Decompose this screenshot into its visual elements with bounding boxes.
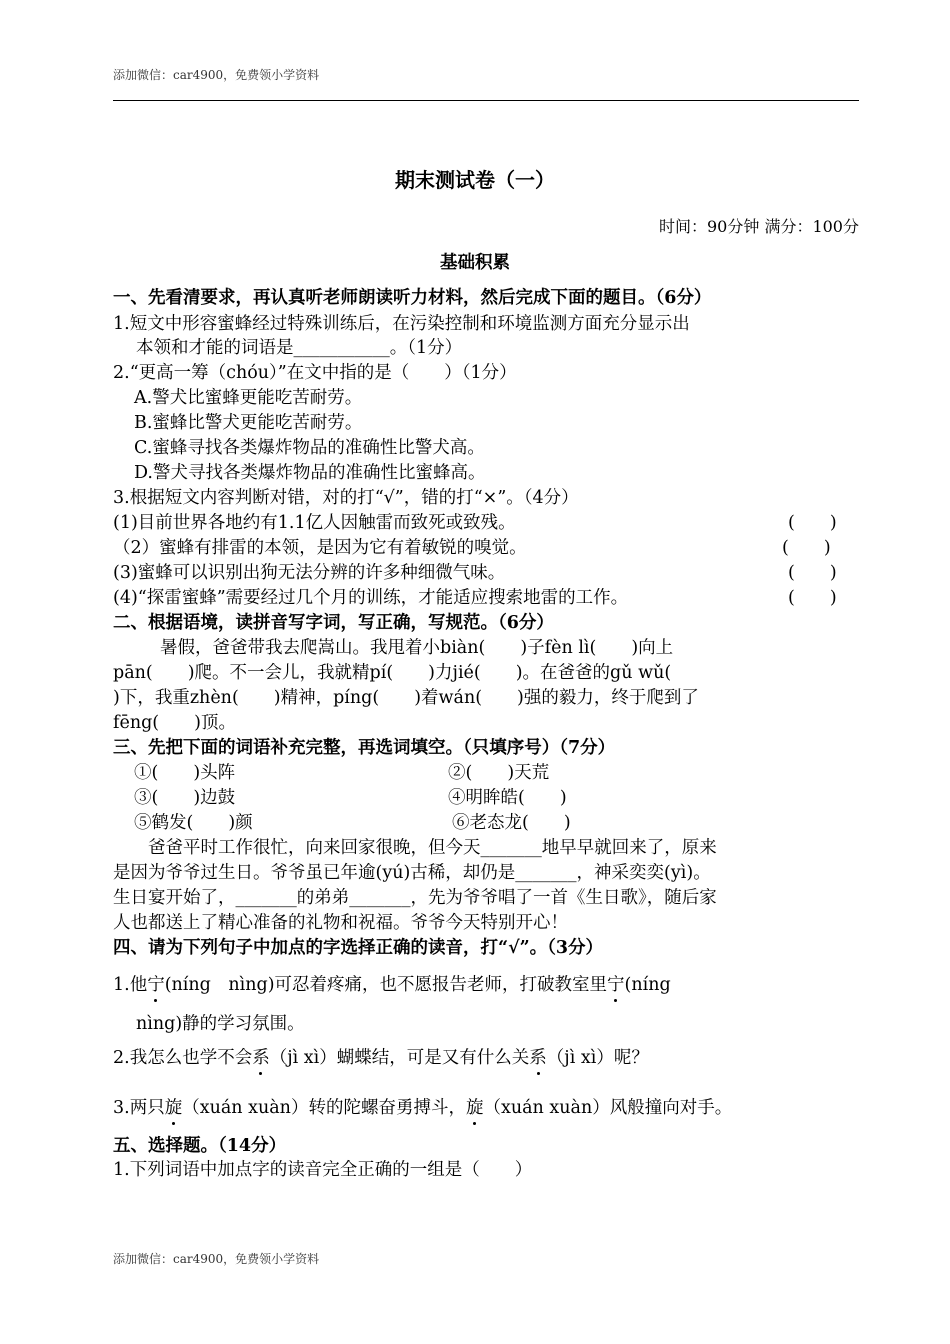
judgment-2-text: （2）蜜蜂有排雷的本领，是因为它有着敏锐的嗅觉。 bbox=[113, 538, 527, 558]
q4-s2-post[interactable]: （jì xì）呢？ bbox=[546, 1048, 649, 1068]
q1-heading: 一、先看清要求，再认真听老师朗读听力材料，然后完成下面的题目。（6分） bbox=[113, 288, 712, 308]
q2-line-2: pān( )爬。不一会儿，我就精pí( )力jié( )。在爸爸的gǔ wǔ( bbox=[113, 663, 672, 683]
q5-item1: 1.下列词语中加点字的读音完全正确的一组是（ ） bbox=[113, 1160, 533, 1180]
q4-s1-mid[interactable]: (níng nìng)可忍着疼痛，也不愿报告老师，打破教室里 bbox=[164, 975, 608, 995]
q4-s3-mid[interactable]: （xuán xuàn）转的陀螺奋勇搏斗， bbox=[182, 1098, 466, 1118]
q3-para-2: 是因为爷爷过生日。爷爷虽已年逾(yú)古稀，却仍是_______，神采奕奕(yì)。 bbox=[113, 863, 711, 883]
q4-s1-pre: 1.他 bbox=[113, 975, 148, 995]
judgment-1-paren[interactable]: ( ) bbox=[788, 513, 837, 533]
q1-item1-line1: 1.短文中形容蜜蜂经过特殊训练后，在污染控制和环境监测方面充分显示出 bbox=[113, 314, 690, 334]
q2-line-1: 暑假，爸爸带我去爬嵩山。我甩着小biàn( )子fèn lì( )向上 bbox=[160, 638, 674, 658]
q2-heading: 二、根据语境，读拼音写字词，写正确，写规范。（6分） bbox=[113, 613, 554, 633]
q3-word-4: ④明眸皓( ) bbox=[448, 788, 567, 808]
q2-line-3: )下，我重zhèn( )精神，píng( )着wán( )强的毅力，终于爬到了 bbox=[113, 688, 699, 708]
q4-s2-pre: 2.我怎么也学不会 bbox=[113, 1048, 253, 1068]
q1-item2: 2.“更高一筹（chóu）”在文中指的是（ ）（1分） bbox=[113, 363, 517, 383]
q1-item3: 3.根据短文内容判断对错，对的打“√”，错的打“×”。（4分） bbox=[113, 488, 579, 508]
footer-text: 添加微信：car4900，免费领小学资料 bbox=[113, 1252, 320, 1266]
q3-word-3: ③( )边鼓 bbox=[134, 788, 236, 808]
header-divider bbox=[113, 100, 859, 101]
header-text: 添加微信：car4900，免费领小学资料 bbox=[113, 68, 320, 82]
q3-word-6: ⑥老态龙( ) bbox=[452, 813, 571, 833]
exam-meta: 时间：90分钟 满分：100分 bbox=[659, 217, 859, 236]
q4-sentence-2 bbox=[113, 1046, 649, 1070]
q3-word-5: ⑤鹤发( )颜 bbox=[134, 813, 253, 833]
q3-para-4: 人也都送上了精心准备的礼物和祝福。爷爷今天特别开心！ bbox=[113, 913, 568, 933]
q2-line-4: fēng( )顶。 bbox=[113, 713, 236, 733]
q5-heading: 五、选择题。（14分） bbox=[113, 1136, 287, 1156]
q4-sentence-1-line2[interactable]: nìng)静的学习氛围。 bbox=[136, 1014, 305, 1034]
judgment-3-text: (3)蜜蜂可以识别出狗无法分辨的许多种细微气味。 bbox=[113, 563, 506, 583]
q4-s2-dotted-char: 系 bbox=[252, 1048, 270, 1068]
judgment-4-paren[interactable]: ( ) bbox=[788, 588, 837, 608]
q3-word-2: ②( )天荒 bbox=[448, 763, 550, 783]
q4-sentence-3 bbox=[113, 1096, 732, 1120]
q1-option-c: C.蜜蜂寻找各类爆炸物品的准确性比警犬高。 bbox=[134, 438, 485, 458]
q3-para-3: 生日宴开始了，_______的弟弟_______，先为爷爷唱了一首《生日歌》，随后家 bbox=[113, 888, 717, 908]
judgment-1-text: (1)目前世界各地约有1.1亿人因触雷而致死或致残。 bbox=[113, 513, 516, 533]
q1-option-d: D.警犬寻找各类爆炸物品的准确性比蜜蜂高。 bbox=[134, 463, 486, 483]
q4-sentence-1 bbox=[113, 973, 671, 997]
q1-item1-line2: 本领和才能的词语是___________。（1分） bbox=[136, 338, 463, 358]
q3-heading: 三、先把下面的词语补充完整，再选词填空。（只填序号）（7分） bbox=[113, 738, 616, 758]
section-title: 基础积累 bbox=[440, 253, 510, 273]
q4-s1-dotted-char-2: 宁 bbox=[607, 975, 625, 995]
q3-word-1: ①( )头阵 bbox=[134, 763, 236, 783]
q4-s1-dotted-char: 宁 bbox=[147, 975, 165, 995]
page-title: 期末测试卷（一） bbox=[395, 168, 555, 192]
judgment-2-paren[interactable]: ( ) bbox=[782, 538, 831, 558]
q4-s3-pre: 3.两只 bbox=[113, 1098, 165, 1118]
q4-s1-post[interactable]: (níng bbox=[624, 975, 671, 995]
judgment-4-text: (4)“探雷蜜蜂”需要经过几个月的训练，才能适应搜索地雷的工作。 bbox=[113, 588, 629, 608]
q3-para-1: 爸爸平时工作很忙，向来回家很晚，但今天_______地早早就回来了，原来 bbox=[148, 838, 717, 858]
q4-s2-mid[interactable]: （jì xì）蝴蝶结，可是又有什么关 bbox=[269, 1048, 530, 1068]
q4-s3-dotted-char-2: 旋 bbox=[465, 1098, 484, 1118]
q4-s2-dotted-char-2: 系 bbox=[529, 1048, 547, 1068]
q4-heading: 四、请为下列句子中加点的字选择正确的读音，打“√”。（3分） bbox=[113, 938, 604, 958]
q4-s3-post[interactable]: （xuán xuàn）风般撞向对手。 bbox=[483, 1098, 733, 1118]
q1-option-b: B.蜜蜂比警犬更能吃苦耐劳。 bbox=[134, 413, 363, 433]
q1-option-a: A.警犬比蜜蜂更能吃苦耐劳。 bbox=[134, 388, 363, 408]
judgment-3-paren[interactable]: ( ) bbox=[788, 563, 837, 583]
q4-s3-dotted-char: 旋 bbox=[164, 1098, 183, 1118]
